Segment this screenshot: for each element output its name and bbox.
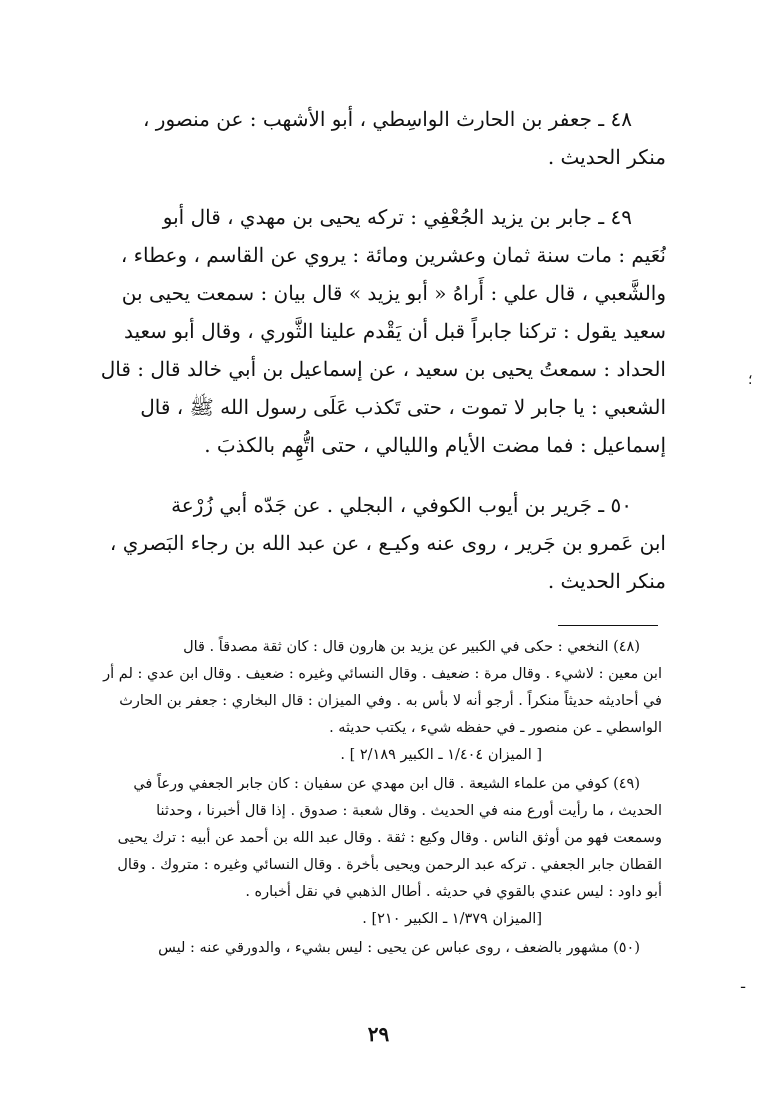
footnote-49-reference: [الميزان ١/٣٧٩ ـ الكبير ٢١٠] . (362, 911, 542, 927)
margin-mark-bottom: ـ (741, 976, 746, 992)
entry-48-line-1: ٤٨ ـ جعفر بن الحارث الواسِطي ، أبو الأشهب : عن منصور ، (142, 107, 632, 131)
entry-49-line-2: نُعَيم : مات سنة ثمان وعشرين ومائة : يروي عن القاسم ، وعطاء ، (120, 243, 666, 267)
footnote-48-line-1: (٤٨) النخعي : حكى في الكبير عن يزيد بن هارون قال : كان ثقة مصدقاً . قال (183, 639, 640, 655)
footnote-48-line-3: في أحاديثه حديثاً منكراً . أرجو أنه لا بأس به . وفي الميزان : قال البخاري : جعفر بن الحارث (119, 693, 662, 709)
entry-48-line-2: منكر الحديث . (547, 145, 666, 169)
footnotes (76, 634, 662, 964)
footnote-48-line-4: الواسطي ـ عن منصور ـ في حفظه شيء ، يكتب حديثه . (329, 720, 662, 736)
entry-49-line-3: والشَّعبي ، قال علي : أَراهُ « أبو يزيد » قال بيان : سمعت يحيى بن (121, 281, 666, 305)
entry-49-line-6: الشعبي : يا جابر لا تموت ، حتى تَكذب عَلَى رسول الله ﷺ ، قال (140, 395, 666, 419)
footnote-49-line-2: الحديث ، ما رأيت أورع منه في الحديث . وقال شعبة : صدوق . إذا قال أخبرنا ، وحدثنا (156, 803, 662, 819)
entry-49 (90, 198, 666, 464)
entry-49-line-5: الحداد : سمعتُ يحيى بن سعيد ، عن إسماعيل بن أبي خالد قال : قال (100, 357, 666, 381)
entry-50-line-3: منكر الحديث . (547, 569, 666, 593)
entry-49-line-7: إسماعيل : فما مضت الأيام والليالي ، حتى اتُّهِم بالكذبَ . (204, 433, 666, 457)
entry-50-line-2: ابن عَمرو بن جَرير ، روى عنه وكيـع ، عن عبد الله بن رجاء البَصري ، (109, 531, 666, 555)
page-number: ٢٩ (367, 1022, 390, 1046)
footnote-49-line-5: أبو داود : ليس عندي بالقوي في حديثه . أطال الذهبي في نقل أخباره . (245, 884, 662, 900)
entry-50-line-1: ٥٠ ـ جَرير بن أيوب الكوفي ، البجلي . عن جَدّه أبي زُرْعة (171, 493, 632, 517)
footnote-49-line-1: (٤٩) كوفي من علماء الشيعة . قال ابن مهدي عن سفيان : كان جابر الجعفي ورعاً في (133, 776, 640, 792)
entry-50 (90, 486, 666, 600)
entry-48 (90, 100, 666, 176)
footnote-48 (76, 634, 662, 769)
footnote-50 (76, 935, 662, 962)
footnote-48-reference: [ الميزان ١/٤٠٤ ـ الكبير ٢/١٨٩ ] . (340, 747, 542, 763)
main-text (90, 100, 666, 622)
footnote-49-line-4: القطان جابر الجعفي . تركه عبد الرحمن ويحيى بأخرة . وقال النسائي وغيره : متروك . وقال (117, 857, 662, 873)
footnote-48-line-2: ابن معين : لاشيء . وقال مرة : ضعيف . وقال النسائي وغيره : ضعيف . وقال ابن عدي : لم أر (103, 666, 662, 682)
entry-49-line-1: ٤٩ ـ جابر بن يزيد الجُعْفِي : تركه يحيى بن مهدي ، قال أبو (162, 205, 632, 229)
margin-mark-right: ؛ (748, 372, 753, 388)
footnote-50-line-1: (٥٠) مشهور بالضعف ، روى عباس عن يحيى : ليس بشيء ، والدورقي عنه : ليس (158, 940, 640, 956)
footnote-separator (558, 625, 658, 626)
footnote-49-line-3: وسمعت فهو من أوثق الناس . وقال وكيع : ثقة . وقال عبد الله بن أحمد عن أبيه : ترك يحيى (117, 830, 662, 846)
footnote-49 (76, 771, 662, 933)
entry-49-line-4: سعيد يقول : تركنا جابراً قبل أن يَقْدم علينا الثَّوري ، وقال أبو سعيد (123, 319, 666, 343)
